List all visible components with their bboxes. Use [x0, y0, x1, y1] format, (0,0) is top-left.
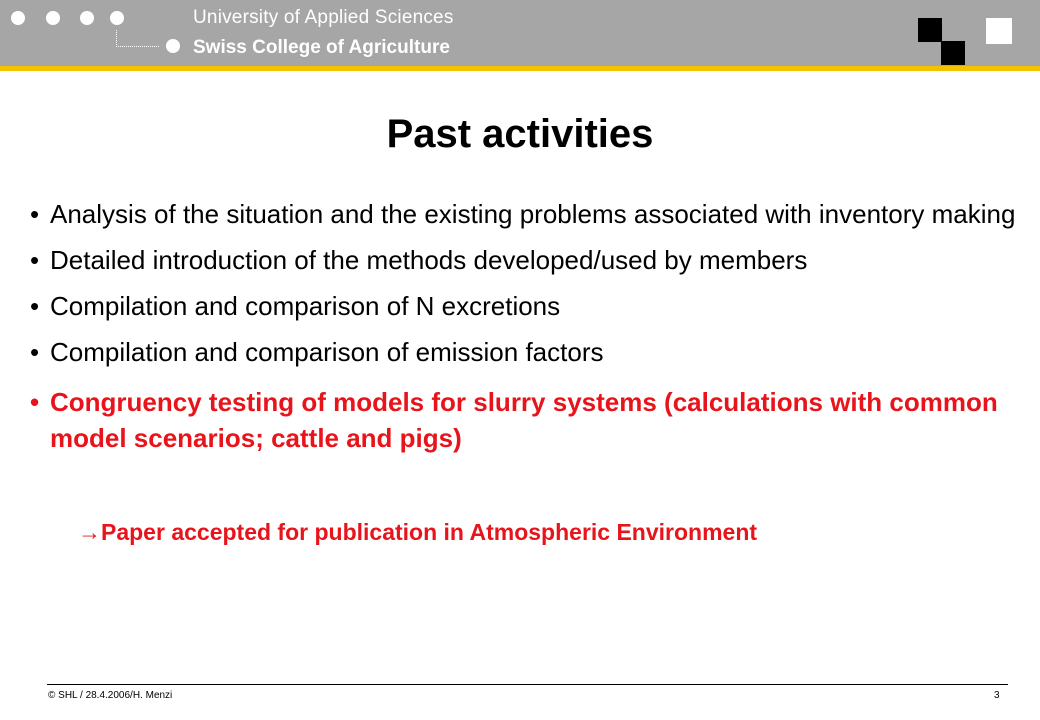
bullet-mark: • — [30, 245, 40, 275]
bullet-item — [30, 334, 1020, 370]
bullet-text: Compilation and comparison of N excretions — [50, 291, 561, 321]
logo-square-white — [986, 18, 1012, 44]
header-band — [0, 0, 1040, 66]
bullet-list — [30, 196, 1020, 466]
publication-note: →Paper accepted for publication in Atmospheric Environment — [78, 519, 758, 545]
header-dot-5 — [166, 39, 180, 53]
header-dot-1 — [11, 11, 25, 25]
bullet-mark: • — [30, 387, 40, 417]
slide-title: Past activities — [386, 112, 654, 156]
footer-credit: © SHL / 28.4.2006/H. Menzi — [48, 690, 173, 701]
logo-square-black-1 — [918, 18, 942, 42]
bullet-item — [30, 196, 1020, 232]
header-dot-4 — [110, 11, 124, 25]
highlight-bullet-text: Congruency testing of models for slurry systems (calculations with common model scenarios; cattle and pigs) — [50, 387, 998, 453]
bullet-item — [30, 288, 1020, 324]
page-number: 3 — [994, 690, 1000, 701]
logo-square-black-2 — [941, 41, 965, 65]
university-name: University of Applied Sciences — [193, 7, 454, 28]
footer-rule — [47, 684, 1008, 685]
college-name: Swiss College of Agriculture — [193, 37, 450, 58]
bullet-text: Compilation and comparison of emission factors — [50, 337, 604, 367]
highlight-bullet-item — [30, 384, 1020, 456]
bullet-mark: • — [30, 291, 40, 321]
bullet-text: Analysis of the situation and the existing problems associated with inventory making — [50, 199, 1016, 229]
header-dot-2 — [46, 11, 60, 25]
bullet-mark: • — [30, 337, 40, 367]
bullet-mark: • — [30, 199, 40, 229]
bullet-item — [30, 242, 1020, 278]
header-dot-3 — [80, 11, 94, 25]
header-accent-rule — [0, 66, 1040, 71]
bullet-text: Detailed introduction of the methods developed/used by members — [50, 245, 808, 275]
dotted-connector — [116, 30, 159, 47]
